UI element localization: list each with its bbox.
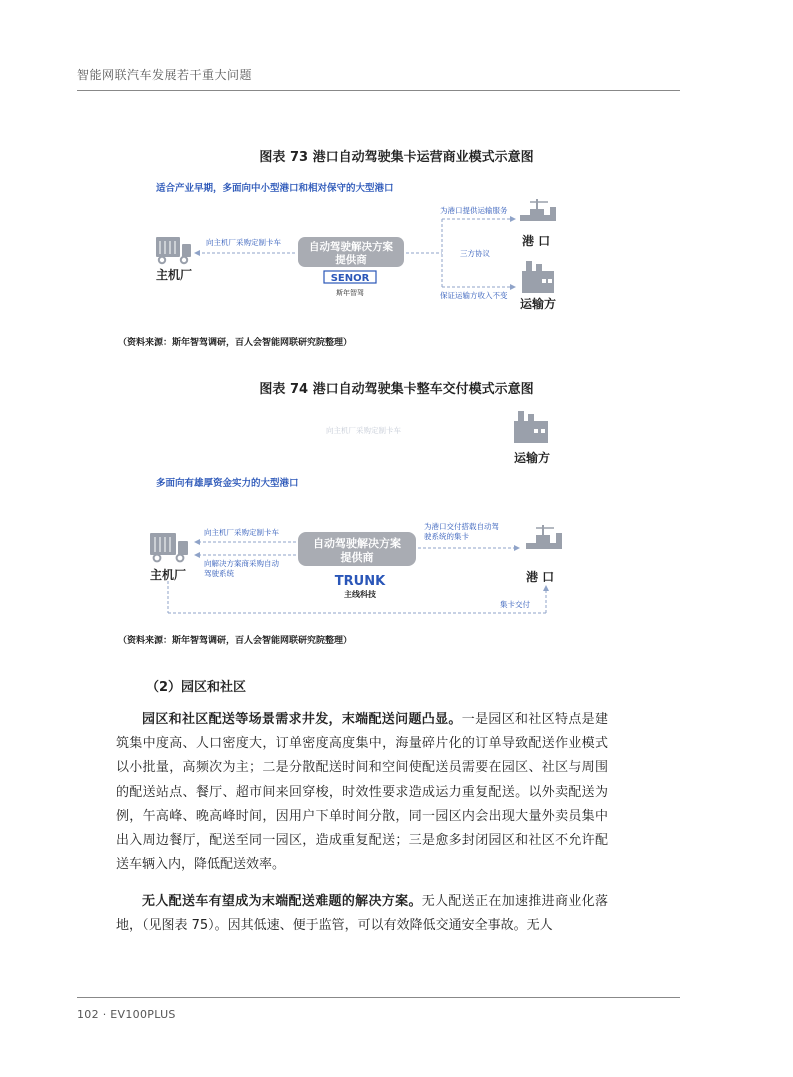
figure-74-port-label: 港 口 [526, 570, 555, 584]
figure-73-carrier-label: 运输方 [520, 297, 557, 311]
svg-text:向解决方案商采购自动: 向解决方案商采购自动 [204, 559, 279, 568]
figure-74-oem-label: 主机厂 [150, 568, 187, 582]
figure-74-source: （资料来源：斯年智驾调研，百人会智能网联研究院整理） [118, 636, 353, 646]
page-footer: 102 · EV100PLUS [77, 1008, 176, 1021]
senor-logo-caption: 斯年智驾 [336, 289, 364, 297]
figure-74-title: 图表 74 港口自动驾驶集卡整车交付模式示意图 [259, 382, 534, 397]
svg-text:自动驾驶解决方案: 自动驾驶解决方案 [309, 241, 393, 253]
svg-text:提供商: 提供商 [335, 254, 367, 266]
figure-73-source: （资料来源：斯年智驾调研，百人会智能网联研究院整理） [118, 338, 353, 348]
svg-text:SENOR: SENOR [330, 273, 370, 284]
figure-73-oem-label: 主机厂 [156, 268, 193, 282]
figure-73-diagram [100, 175, 600, 325]
port-crane-icon [526, 525, 562, 549]
figure-73-port-label: 港 口 [522, 234, 551, 248]
trunk-logo-caption: 主线科技 [344, 590, 376, 599]
trunk-logo: TRUNK [334, 574, 386, 589]
paragraph-1 [116, 708, 608, 877]
svg-text:保证运输方收入不变: 保证运输方收入不变 [440, 291, 508, 300]
figure-74-diagram [100, 405, 600, 625]
paragraph-2-lead: 无人配送车有望成为末端配送难题的解决方案。 [142, 894, 422, 909]
figure-73-subtitle: 适合产业早期，多面向中小型港口和相对保守的大型港口 [156, 183, 394, 194]
port-crane-icon [520, 199, 556, 221]
svg-text:为港口提供运输服务: 为港口提供运输服务 [440, 206, 508, 215]
header-divider [77, 90, 680, 91]
paragraph-2 [116, 890, 608, 938]
factory-icon [514, 411, 548, 443]
footer-divider [77, 997, 680, 998]
svg-text:为港口交付搭载自动驾: 为港口交付搭载自动驾 [424, 522, 499, 531]
paragraph-1-lead: 园区和社区配送等场景需求井发，末端配送问题凸显。 [142, 712, 462, 727]
figure-73-left-arrow-label: 向主机厂采购定制卡车 [206, 238, 281, 247]
factory-icon [522, 261, 554, 293]
figure-73-tripartite-label: 三方协议 [460, 249, 490, 258]
paragraph-2-body: 无人配送正在加速推进商业化落地，（见图表 75）。因其低速、便于监管，可以有效降低交通安全事故。无人 [116, 894, 608, 934]
svg-text:自动驾驶解决方案: 自动驾驶解决方案 [313, 537, 401, 550]
figure-74-subtitle: 多面向有雄厚资金实力的大型港口 [156, 478, 299, 489]
figure-74-carrier-label: 运输方 [514, 451, 551, 465]
svg-text:提供商: 提供商 [340, 551, 374, 564]
svg-text:驾驶系统: 驾驶系统 [204, 569, 234, 578]
truck-icon [156, 237, 191, 263]
svg-text:驶系统的集卡: 驶系统的集卡 [424, 532, 469, 541]
figure-73-title: 图表 73 港口自动驾驶集卡运营商业模式示意图 [259, 150, 534, 165]
paragraph-1-body: 一是园区和社区特点是建筑集中度高、人口密度大，订单密度高度集中，海量碎片化的订单导致配送作业模式以小批量，高频次为主；二是分散配送时间和空间使配送员需要在园区、社区与周围的配送站点、餐厅、超市间来回穿梭，时效性要求造成运力重复配送。以外卖配送为例，午高峰、晚高峰时间，因用户下单时间分散，同一园区内会出现大量外卖员集中出入周边餐厅，配送至同一园区，造成重复配送；三是愈多封闭园区和社区不允许配送车辆入内，降低配送效率。 [116, 712, 608, 873]
svg-text:向主机厂采购定制卡车: 向主机厂采购定制卡车 [204, 528, 279, 537]
section-heading: （2）园区和社区 [146, 680, 247, 695]
figure-74-faded-label: 向主机厂采购定制卡车 [326, 426, 401, 435]
truck-icon [150, 533, 188, 561]
running-header: 智能网联汽车发展若干重大问题 [77, 68, 253, 82]
figure-74-delivery-label: 集卡交付 [500, 600, 530, 609]
